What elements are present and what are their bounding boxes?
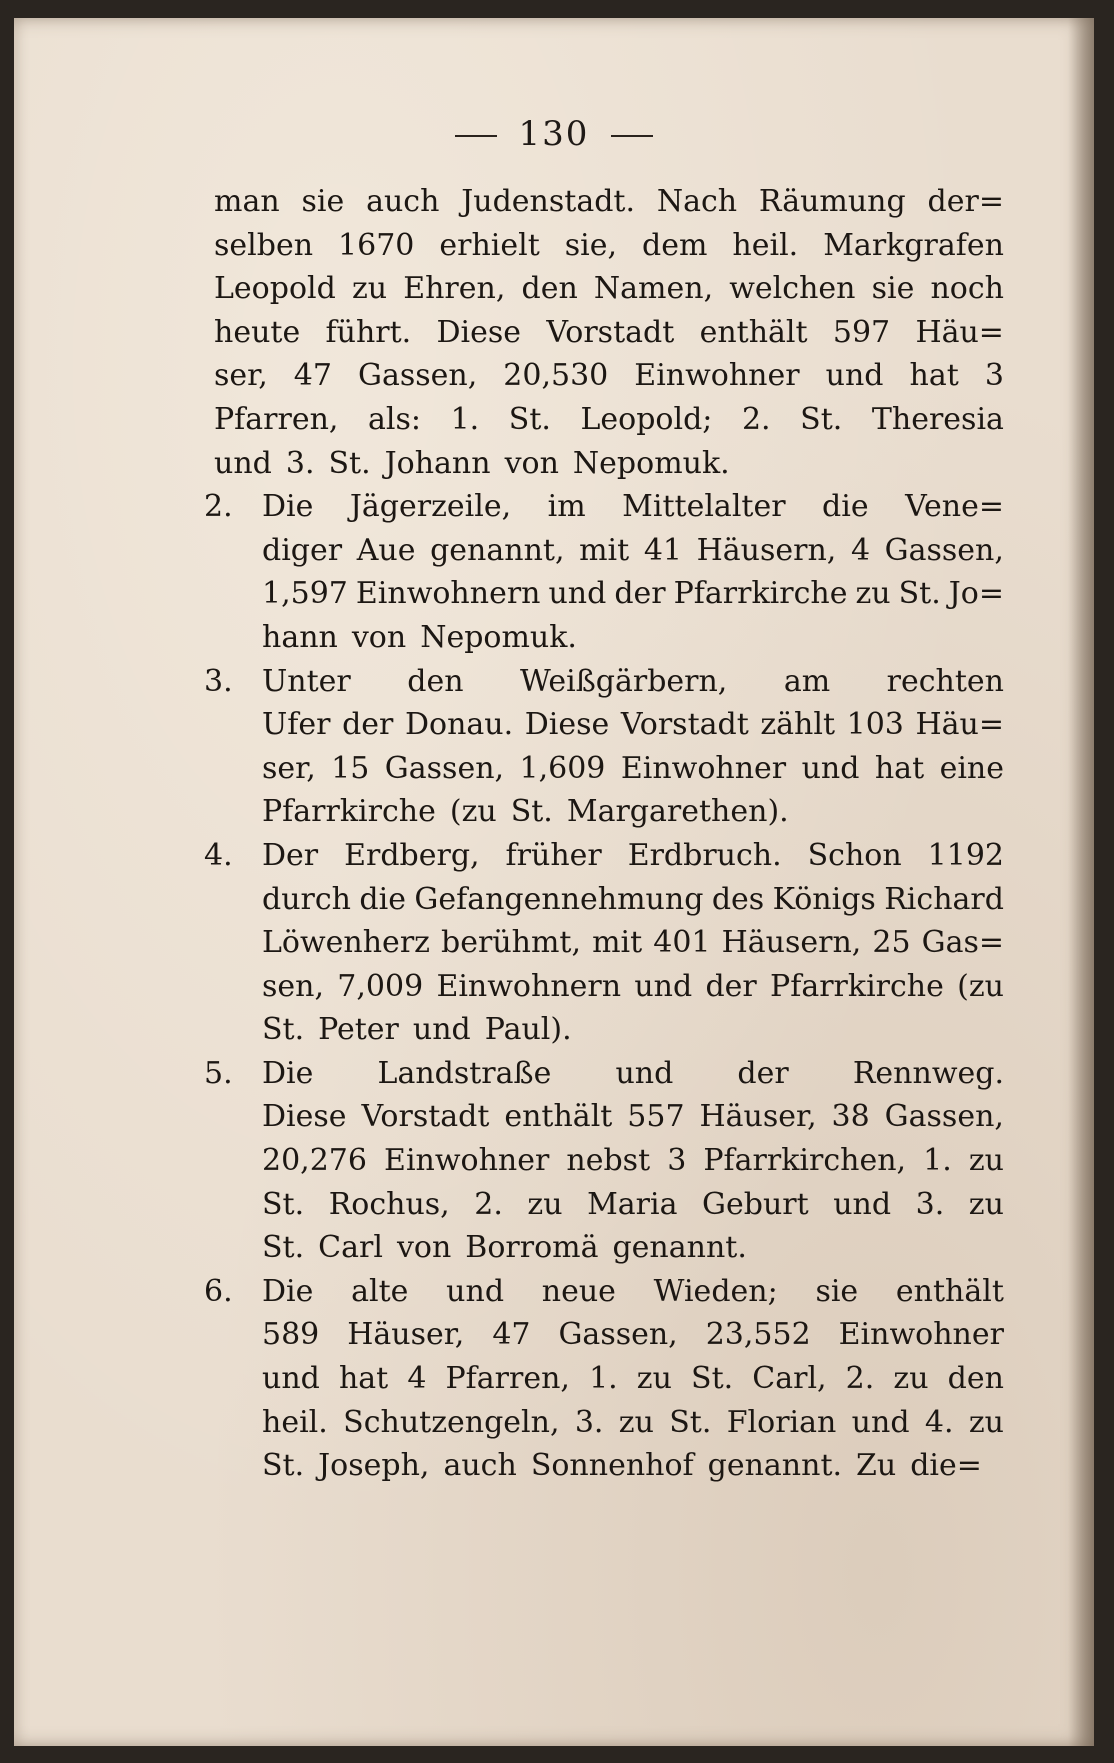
text-line: Die Jägerzeile, im Mittelalter die Vene=: [262, 489, 1004, 525]
book-page: [14, 18, 1094, 1746]
text-line: Ufer der Donau. Diese Vorstadt zählt 103 Häu=: [262, 707, 1004, 743]
list-item-number: 2.: [204, 489, 233, 525]
text-line: sen, 7,009 Einwohnern und der Pfarrkirche (zu: [262, 968, 1004, 1004]
text-line: Die Landstraße und der Rennweg.: [262, 1055, 1004, 1091]
text-line: Unter den Weißgärbern, am rechten: [262, 663, 1004, 699]
text-line: man sie auch Judenstadt. Nach Räumung der=: [214, 184, 1004, 219]
page-spine-shadow: [1068, 18, 1094, 1746]
text-line: selben 1670 erhielt sie, dem heil. Markgrafen: [214, 227, 1004, 263]
text-line: St. Carl von Borromä genannt.: [262, 1230, 747, 1266]
text-line: Pfarrkirche (zu St. Margarethen).: [262, 794, 789, 830]
text-line: diger Aue genannt, mit 41 Häusern, 4 Gassen,: [262, 532, 1004, 568]
text-line: 589 Häuser, 47 Gassen, 23,552 Einwohner: [262, 1317, 1004, 1353]
text-line: 1,597 Einwohnern und der Pfarrkirche zu St. Jo=: [262, 576, 1004, 612]
list-item: [204, 834, 1004, 1052]
list-item-number: 5.: [204, 1055, 233, 1091]
text-line: Pfarren, als: 1. St. Leopold; 2. St. Theresia: [214, 401, 1004, 437]
text-line: St. Joseph, auch Sonnenhof genannt. Zu die=: [262, 1448, 982, 1484]
text-line: St. Rochus, 2. zu Maria Geburt und 3. zu: [262, 1186, 1004, 1222]
list-item: [204, 1052, 1004, 1270]
list-item-number: 3.: [204, 663, 233, 699]
text-line: Diese Vorstadt enthält 557 Häuser, 38 Gassen,: [262, 1099, 1004, 1135]
text-line: Löwenherz berühmt, mit 401 Häusern, 25 Gas=: [262, 925, 1004, 961]
header-dash-left: [455, 135, 497, 137]
list-item-number: 6.: [204, 1273, 233, 1309]
text-line: Der Erdberg, früher Erdbruch. Schon 1192: [262, 837, 1004, 873]
text-line: hann von Nepomuk.: [262, 619, 577, 655]
text-line: ser, 15 Gassen, 1,609 Einwohner und hat eine: [262, 750, 1004, 786]
text-line: ser, 47 Gassen, 20,530 Einwohner und hat 3: [214, 358, 1004, 394]
page-number: 130: [518, 114, 590, 154]
text-line: und 3. St. Johann von Nepomuk.: [214, 445, 730, 481]
body-text: [204, 180, 1004, 1488]
text-line: 20,276 Einwohner nebst 3 Pfarrkirchen, 1. zu: [262, 1143, 1004, 1179]
list-item: [204, 1270, 1004, 1488]
list-item: [204, 485, 1004, 659]
list-item: [204, 660, 1004, 834]
list-item-number: 4.: [204, 837, 233, 873]
text-line: Die alte und neue Wieden; sie enthält: [262, 1273, 1004, 1309]
header-dash-right: [611, 135, 653, 137]
page-header: [14, 114, 1094, 154]
text-line: heute führt. Diese Vorstadt enthält 597 Häu=: [214, 314, 1004, 350]
text-line: durch die Gefangennehmung des Königs Richard: [262, 881, 1004, 917]
text-line: Leopold zu Ehren, den Namen, welchen sie noch: [214, 271, 1004, 307]
text-line: und hat 4 Pfarren, 1. zu St. Carl, 2. zu den: [262, 1361, 1004, 1397]
text-line: St. Peter und Paul).: [262, 1012, 572, 1048]
text-line: heil. Schutzengeln, 3. zu St. Florian und 4. zu: [262, 1404, 1004, 1440]
